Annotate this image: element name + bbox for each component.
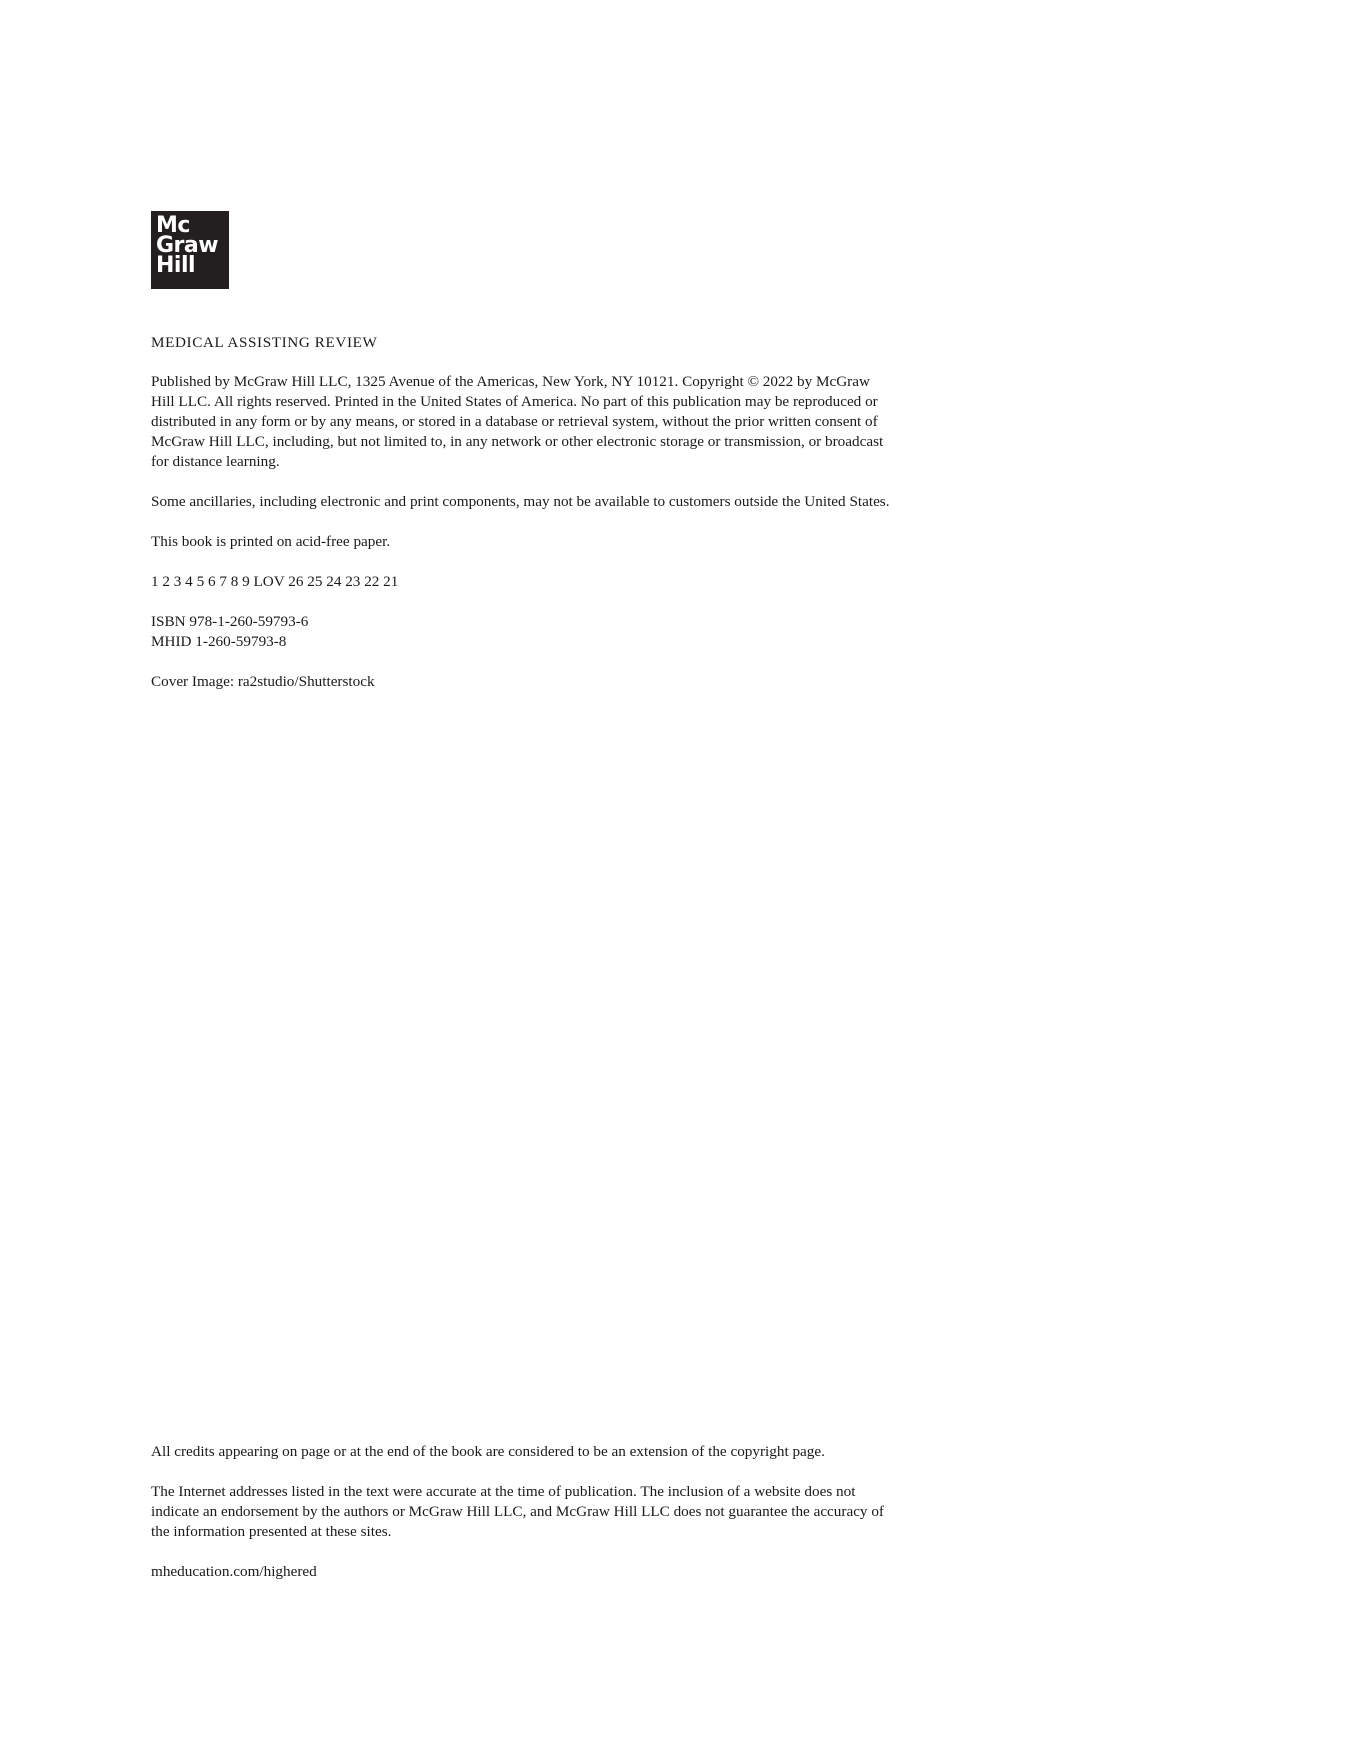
isbn: ISBN 978-1-260-59793-6 (151, 613, 309, 630)
book-title: MEDICAL ASSISTING REVIEW (151, 334, 378, 351)
ancillaries-paragraph: Some ancillaries, including electronic and print components, may not be available to customers outside the United States. (151, 493, 890, 510)
print-line: 1 2 3 4 5 6 7 8 9 LOV 26 25 24 23 22 21 (151, 573, 399, 590)
mhid: MHID 1-260-59793-8 (151, 633, 287, 650)
cover-credit: Cover Image: ra2studio/Shutterstock (151, 673, 375, 690)
logo-line-3: Hill (156, 253, 196, 278)
logo-line-1: Mc (156, 213, 190, 238)
internet-paragraph: The Internet addresses listed in the text were accurate at the time of publication. The inclusion of a website does not indicate an endorsement by the authors or McGraw Hill LLC, and McGraw Hill LLC does not guarantee the accuracy of the information presented at these sites. (151, 1483, 884, 1540)
website-link: mheducation.com/highered (151, 1563, 317, 1580)
logo-line-2: Graw (156, 233, 219, 258)
identifiers (151, 612, 891, 652)
mcgraw-hill-logo (151, 211, 229, 289)
copyright-paragraph: Published by McGraw Hill LLC, 1325 Avenue of the Americas, New York, NY 10121. Copyright © 2022 by McGraw Hill LLC. All rights reserved. Printed in the United States of America. No part of this publication may be reproduced or distributed in any form or by any means, or stored in a database or retrieval system, without the prior written consent of McGraw Hill LLC, including, but not limited to, in any network or other electronic storage or transmission, or broadcast for distance learning. (151, 373, 884, 470)
paper-note: This book is printed on acid-free paper. (151, 533, 391, 550)
credits-paragraph: All credits appearing on page or at the end of the book are considered to be an extension of the copyright page. (151, 1443, 825, 1460)
footer-notes (151, 1442, 891, 1602)
copyright-content (151, 333, 891, 712)
